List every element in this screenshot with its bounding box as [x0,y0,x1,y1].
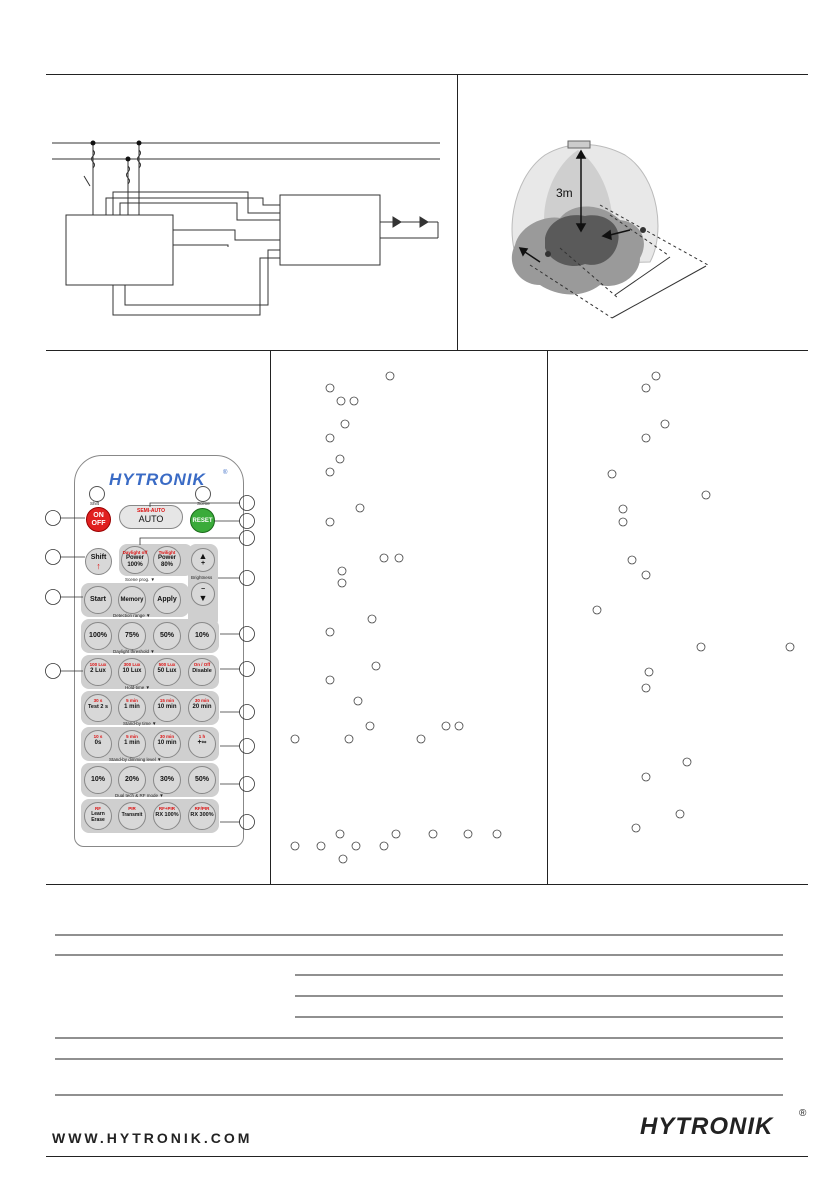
power-80-button[interactable]: Twilight Power 80% [153,546,181,574]
detection-range-50-button[interactable]: 50% [153,622,181,650]
shift-light-label: Shift [90,501,100,506]
standby-dim-50-button[interactable]: 50% [188,766,216,794]
daylight-threshold-label: Daylight threshold ▼ [113,649,155,654]
on-off-button[interactable]: ON OFF [86,507,111,532]
brightness-up-button[interactable]: ▲ + [191,548,215,572]
daylight-disable-button[interactable]: On / Off Disable [188,658,216,686]
power-100-button[interactable]: Daylight off Power 100% [121,546,149,574]
height-label: 3m [556,186,573,200]
standby-0s-button[interactable]: 10 s 0s [84,730,112,758]
start-button[interactable]: Start [84,586,112,614]
standby-dim-10-button[interactable]: 10% [84,766,112,794]
shift-button[interactable]: Shift ↑ [85,548,112,575]
standby-time-label: Stand-by time ▼ [123,721,157,726]
brightness-label: Brightness [191,575,213,580]
detection-range-100-button[interactable]: 100% [84,622,112,650]
detection-range-10-button[interactable]: 10% [188,622,216,650]
hold-time-label: Hold-time ▼ [125,685,150,690]
hold-time-test-button[interactable]: 30 s Test 2 s [84,694,112,722]
reg-mark: ® [223,470,228,476]
rx-100-button[interactable]: RF+PIR RX 100% [153,802,181,830]
remote-logo: HYTRONIK [109,470,206,489]
daylight-50lux-button[interactable]: 500 Lux 50 Lux [153,658,181,686]
dual-tech-label: Dual tech & RF mode ▼ [115,793,164,798]
hold-time-10min-button[interactable]: 15 min 10 min [153,694,181,722]
registered-mark: ® [799,1108,807,1119]
reset-button[interactable]: RESET [190,508,215,533]
detection-range-75-button[interactable]: 75% [118,622,146,650]
website-url[interactable]: WWW.HYTRONIK.COM [52,1130,253,1146]
standby-1min-button[interactable]: 5 min 1 min [118,730,146,758]
auto-button[interactable]: SEMI-AUTO AUTO [119,505,183,529]
apply-button[interactable]: Apply [153,586,181,614]
standby-infinite-button[interactable]: 1 h +∞ [188,730,216,758]
rf-learn-erase-button[interactable]: RF Learn Erase [84,802,112,830]
scene-light-label: Scene [197,501,210,506]
standby-dim-30-button[interactable]: 30% [153,766,181,794]
standby-10min-button[interactable]: 30 min 10 min [153,730,181,758]
hold-time-20min-button[interactable]: 30 min 20 min [188,694,216,722]
memory-button[interactable]: Memory [118,586,146,614]
scene-prog-label: Scene prog. ▼ [125,577,155,582]
brightness-down-button[interactable]: − ▼ [191,582,215,606]
standby-dimming-label: Stand-by dimming level ▼ [109,757,162,762]
standby-dim-20-button[interactable]: 20% [118,766,146,794]
detection-range-label: Detection range ▼ [113,613,151,618]
daylight-10lux-button[interactable]: 300 Lux 10 Lux [118,658,146,686]
daylight-2lux-button[interactable]: 100 Lux 2 Lux [84,658,112,686]
pir-transmit-button[interactable]: PIR Transmit [118,802,146,830]
brand-logo: HYTRONIK [640,1113,774,1140]
rx-300-button[interactable]: RF/PIR RX 300% [188,802,216,830]
hold-time-1min-button[interactable]: 5 min 1 min [118,694,146,722]
